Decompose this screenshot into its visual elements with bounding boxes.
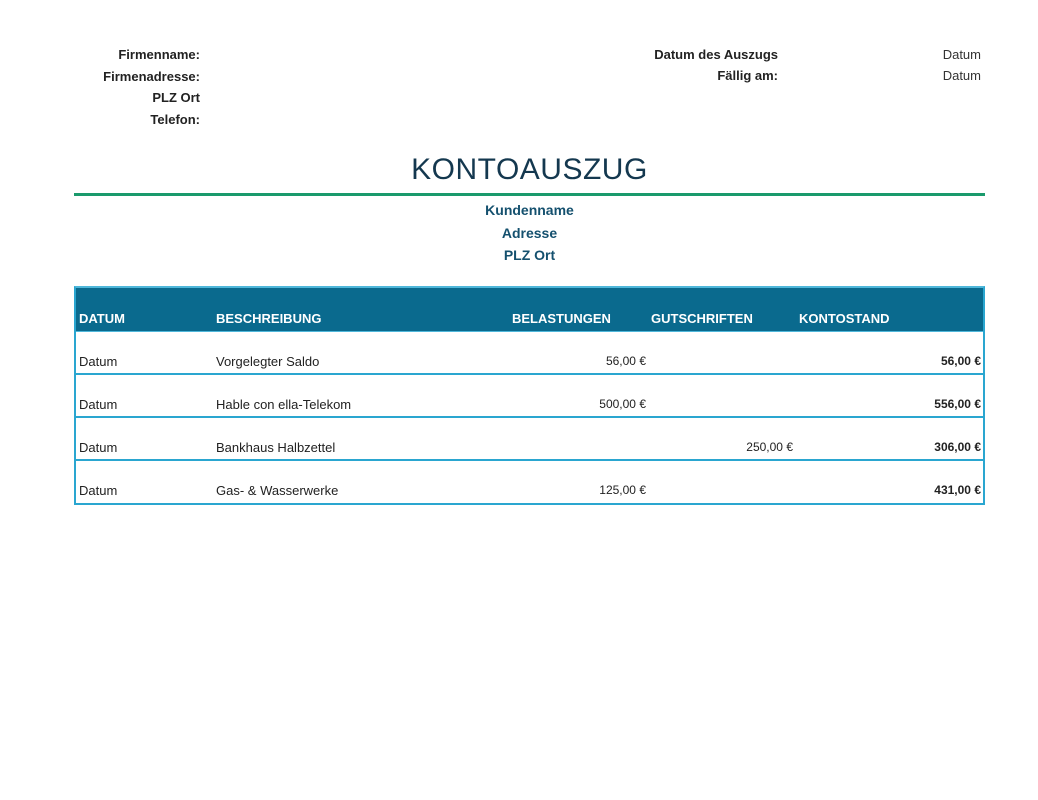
column-header-balance: KONTOSTAND [799,311,890,326]
row-credit: 250,00 € [746,440,793,454]
statement-date-label: Datum des Auszugs [654,47,778,62]
table-header [76,288,983,332]
row-debit: 500,00 € [599,397,646,411]
row-balance: 56,00 € [940,354,981,368]
company-address-label: Firmenadresse: [103,68,200,84]
title-divider [74,193,985,196]
row-date: Datum [79,483,118,498]
statement-date-value[interactable]: Datum [942,47,981,62]
statement-info-labels [600,44,778,86]
customer-name[interactable]: Kundenname [485,202,574,218]
row-description: Vorgelegter Saldo [216,354,320,369]
row-date: Datum [79,440,118,455]
table-row[interactable] [76,375,983,418]
customer-info [74,199,985,267]
company-info [60,44,200,130]
column-header-credits: GUTSCHRIFTEN [651,311,753,326]
column-header-debits: BELASTUNGEN [512,311,611,326]
page-title: KONTOAUSZUG [411,153,648,186]
column-header-date: DATUM [79,311,125,326]
column-header-description: BESCHREIBUNG [216,311,322,326]
company-phone-label: Telefon: [150,111,200,127]
company-name-label: Firmenname: [118,47,200,62]
due-date-label: Fällig am: [717,68,778,83]
statement-table [74,286,985,505]
row-description: Hable con ella-Telekom [216,397,352,412]
statement-info-values [880,44,981,86]
row-debit: 56,00 € [605,354,646,368]
customer-address[interactable]: Adresse [501,224,558,241]
company-city-label: PLZ Ort [152,90,200,105]
due-date-value[interactable]: Datum [942,68,981,83]
row-balance: 556,00 € [934,397,981,411]
row-date: Datum [79,397,118,412]
row-balance: 431,00 € [934,483,981,497]
row-date: Datum [79,354,118,369]
row-debit: 125,00 € [599,483,646,497]
table-row[interactable] [76,332,983,375]
table-row[interactable] [76,461,983,503]
row-description: Bankhaus Halbzettel [216,440,336,455]
table-row[interactable] [76,418,983,461]
row-description: Gas- & Wasserwerke [216,483,339,498]
row-balance: 306,00 € [934,440,981,454]
customer-city[interactable]: PLZ Ort [503,247,556,263]
